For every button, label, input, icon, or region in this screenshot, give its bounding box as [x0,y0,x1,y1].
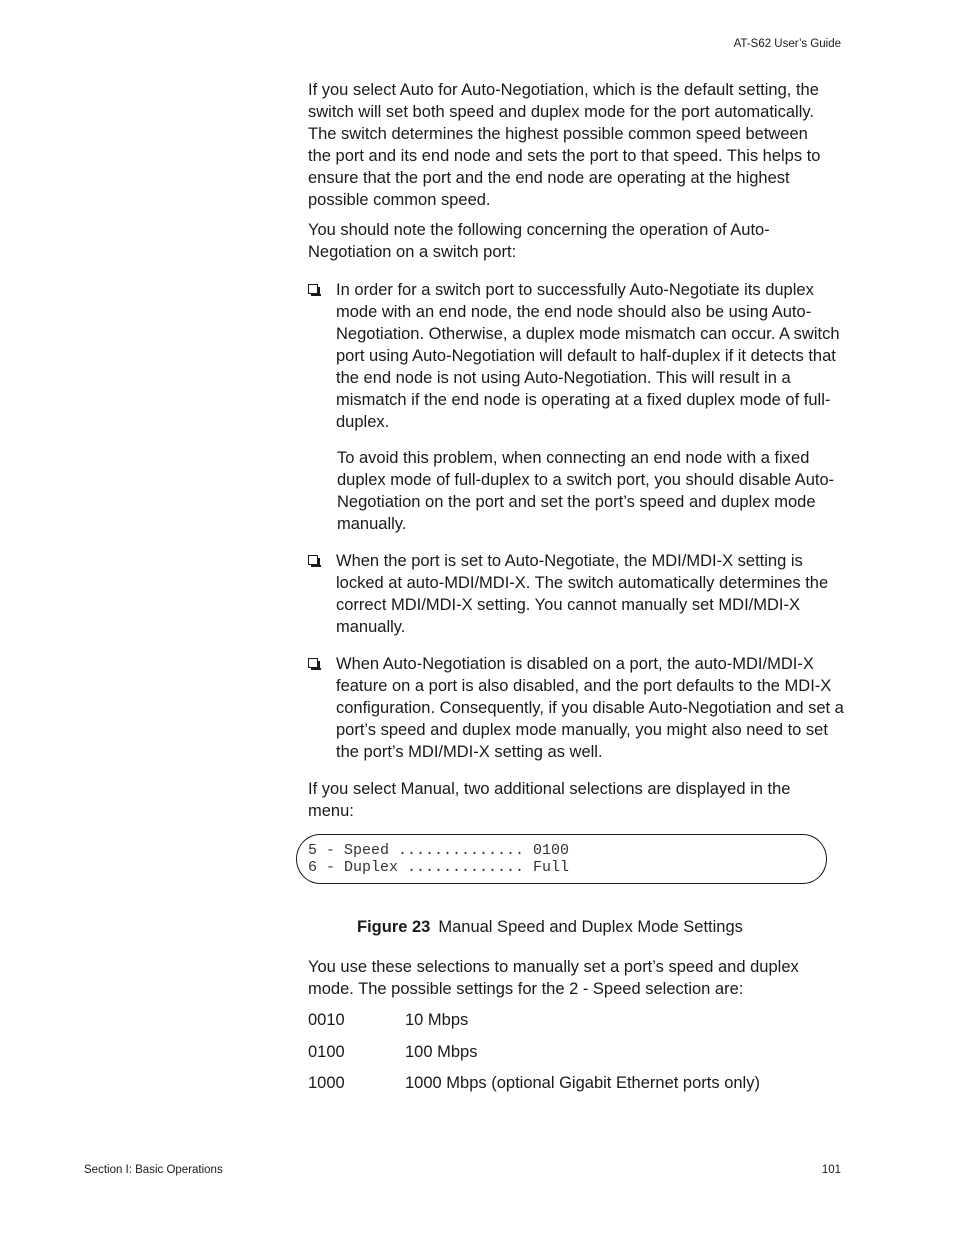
speed-description: 10 Mbps [405,1011,469,1029]
figure-label: Figure 23 [357,918,431,936]
checkbox-bullet-icon [308,658,318,668]
speed-code: 0010 [308,1011,345,1029]
checkbox-bullet-icon [308,284,318,294]
speed-setting-row [308,1009,468,1031]
page-number: 101 [821,1164,841,1176]
page-header: AT-S62 User’s Guide [733,38,841,50]
speed-code: 1000 [308,1074,345,1092]
bullet-text: When Auto-Negotiation is disabled on a port, the auto-MDI/MDI-X feature on a port is also disabled, and the port defaults to the MDI-X configuration. Consequently, if you disable Auto-Negotiation and set a port’s speed and duplex mode manually, you might also need to set the port’s MDI/MDI-X setting as well. [336,655,844,761]
speed-code: 0100 [308,1043,345,1061]
paragraph-auto-negotiation: If you select Auto for Auto-Negotiation, which is the default setting, the switch will set both speed and duplex mode for the port automatically. The switch determines the highest possible common speed between the port and its end node and sets the port to that speed. This helps to ensure that the port and the end node are operating at the highest possible common speed. [308,81,821,209]
footer-section: Section I: Basic Operations [84,1164,223,1176]
figure-caption [357,916,743,938]
speed-description: 100 Mbps [405,1043,478,1061]
figure-caption-text: Manual Speed and Duplex Mode Settings [438,918,743,936]
speed-description: 1000 Mbps (optional Gigabit Ethernet ports only) [405,1074,760,1092]
paragraph-speed-settings: You use these selections to manually set a port’s speed and duplex mode. The possible settings for the 2 - Speed selection are: [308,958,799,998]
speed-setting-row [308,1072,760,1094]
bullet-text: In order for a switch port to successfully Auto-Negotiate its duplex mode with an end node, the end node should also be using Auto-Negotiation. Otherwise, a duplex mode mismatch can occur. A switch port using Auto-Negotiation will default to half-duplex if it detects that the end node is not using Auto-Negotiation. This will result in a mismatch if the end node is operating at a fixed duplex mode of full-duplex. [336,281,840,431]
checkbox-bullet-icon [308,555,318,565]
menu-line-duplex: 6 - Duplex ............. Full [308,859,570,876]
bullet-subparagraph: To avoid this problem, when connecting an end node with a fixed duplex mode of full-duplex to a switch port, you should disable Auto-Negotiation on the port and set the port’s speed and duplex mode manually. [337,449,835,533]
paragraph-notes-intro: You should note the following concerning the operation of Auto-Negotiation on a switch port: [308,221,770,261]
paragraph-manual-intro: If you select Manual, two additional selections are displayed in the menu: [308,780,791,820]
menu-line-speed: 5 - Speed .............. 0100 [308,842,570,859]
speed-setting-row [308,1041,477,1063]
bullet-text: When the port is set to Auto-Negotiate, the MDI/MDI-X setting is locked at auto-MDI/MDI-X. The switch automatically determines the correct MDI/MDI-X setting. You cannot manually set MDI/MDI-X manually. [336,552,829,636]
